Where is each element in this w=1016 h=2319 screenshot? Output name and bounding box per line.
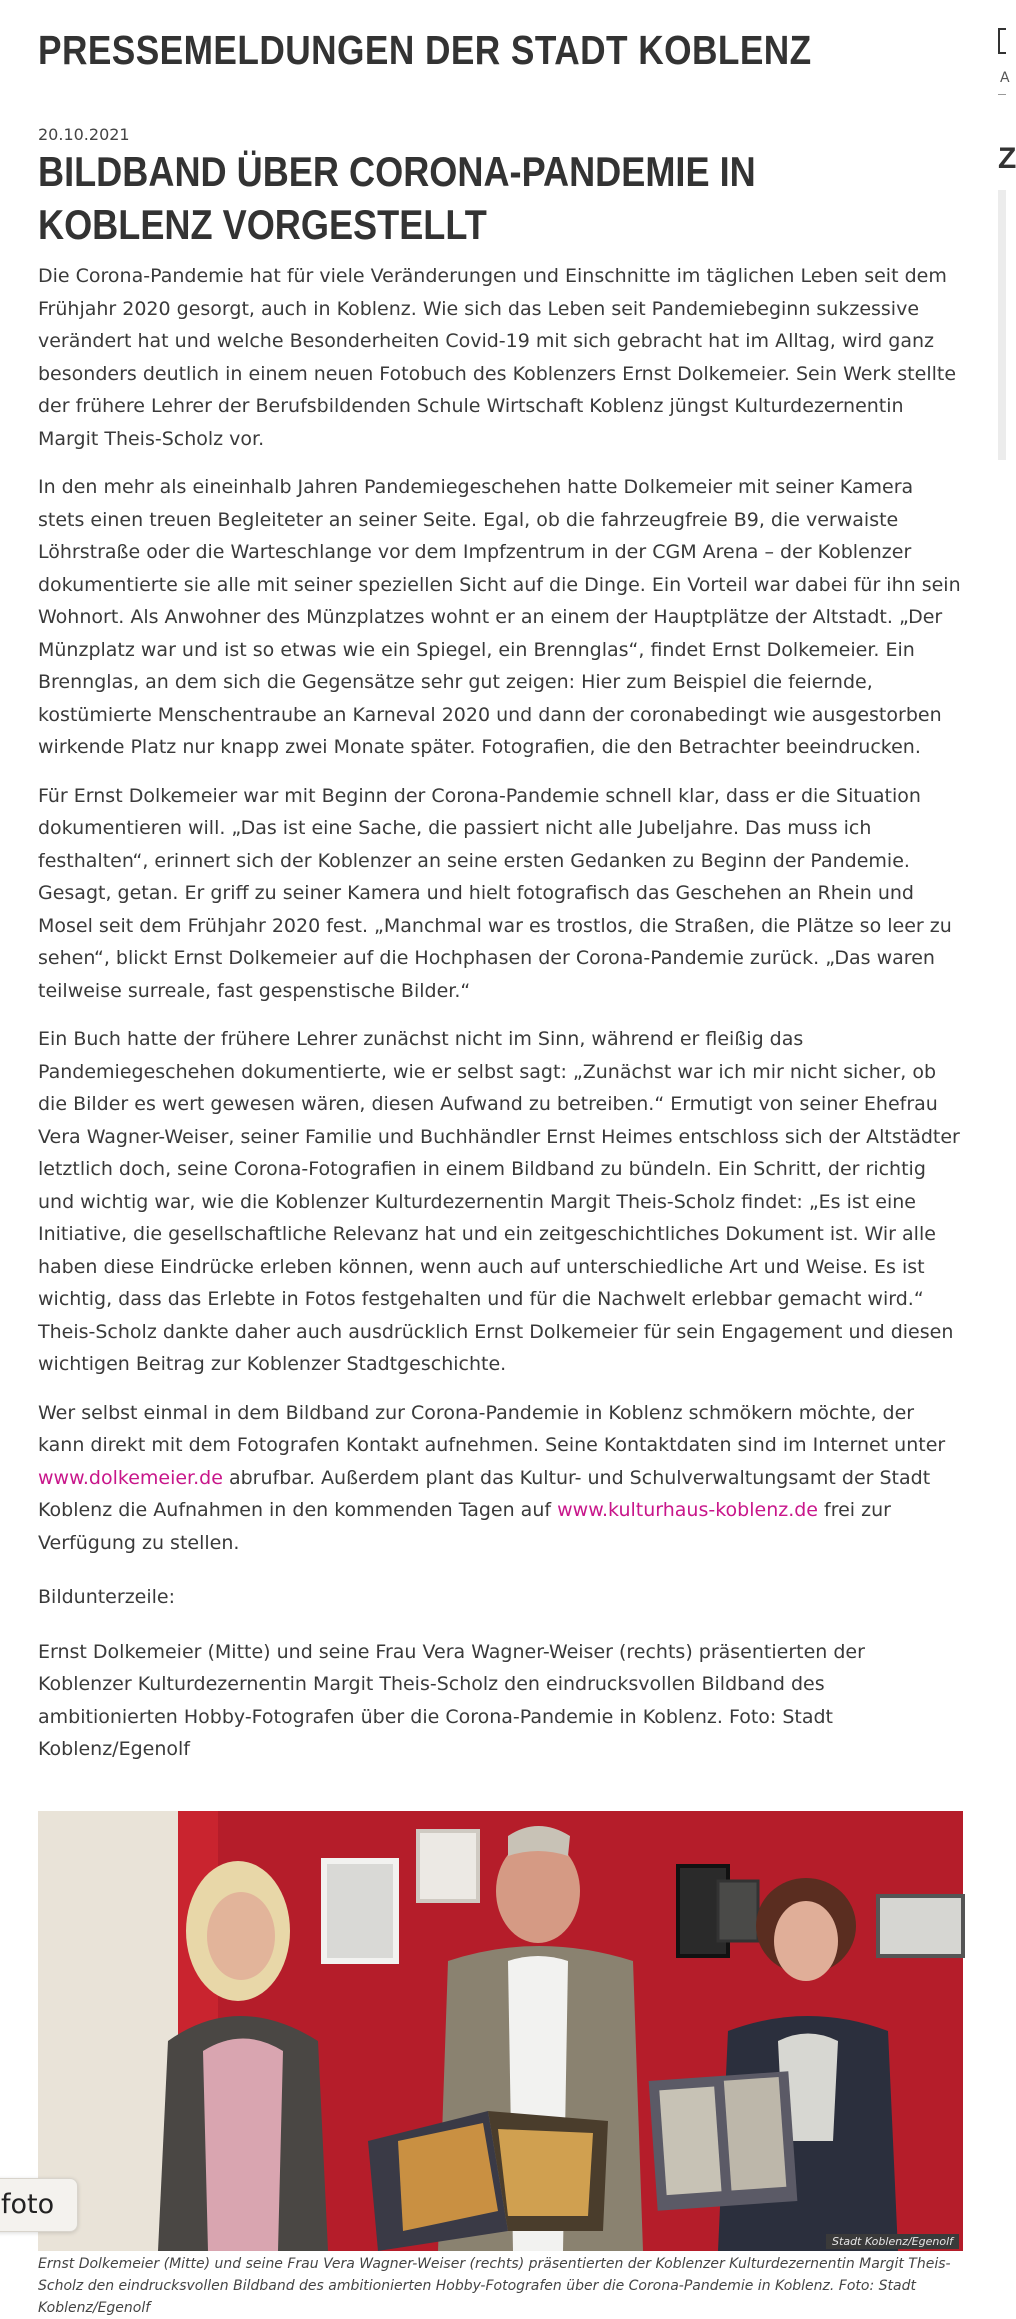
caption-label: Bildunterzeile:: [38, 1586, 175, 1608]
contact-text-before: Wer selbst einmal in dem Bildband zur Corona-Pandemie in Koblenz schmökern möchte, der kann direkt mit dem Fotografen Kontakt aufnehmen. Seine Kontaktdaten sind im Internet unter: [38, 1401, 946, 1456]
document-icon[interactable]: [998, 28, 1006, 54]
sidebar-panel: [998, 190, 1006, 460]
contact-text-after: frei zur Verfügung zu stellen.: [38, 1499, 891, 1554]
dolkemeier-link[interactable]: www.dolkemeier.de: [38, 1466, 223, 1489]
caption-text: Ernst Dolkemeier (Mitte) und seine Frau Vera Wagner-Weiser (rechts) präsentierten der Koblenzer Kulturdezernentin Margit Theis-Scholz den eindrucksvollen Bildband des ambitionierten Hobby-Fotografen über die Corona-Pandemie in Koblenz. Foto: Stadt Koblenz/Egenolf: [38, 1640, 865, 1760]
contact-paragraph: [38, 1397, 963, 1560]
article-date: 20.10.2021: [38, 125, 130, 144]
photo-credit: Stadt Koblenz/Egenolf: [826, 2234, 959, 2249]
article-paragraph: Die Corona-Pandemie hat für viele Veränderungen und Einschnitte im täglichen Leben seit dem Frühjahr 2020 gesorgt, auch in Koblenz. Wie sich das Leben seit Pandemiebeginn sukzessive verändert hat und welche Besonderheiten Covid-19 mit sich gebracht hat im Alltag, wird ganz besonders deutlich in einem neuen Fotobuch des Koblenzers Ernst Dolkemeier. Sein Werk stellte der frühere Lehrer der Berufsbildenden Schule Wirtschaft Koblenz jüngst Kulturdezernentin Margit Theis-Scholz vor.: [38, 265, 957, 450]
sidebar-divider: [998, 94, 1006, 95]
kulturhaus-link[interactable]: www.kulturhaus-koblenz.de: [557, 1499, 818, 1521]
contact-text-middle: abrufbar. Außerdem plant das Kultur- und Schulverwaltungsamt der Stadt Koblenz die Aufnahmen in den kommenden Tagen auf: [38, 1466, 931, 1521]
photo-illustration: [38, 1811, 963, 2251]
article-photo[interactable]: [38, 1811, 963, 2251]
page-title: PRESSEMELDUNGEN DER STADT KOBLENZ: [38, 27, 812, 73]
article-body: [38, 260, 963, 1782]
article-paragraph: In den mehr als eineinhalb Jahren Pandemiegeschehen hatte Dolkemeier mit seiner Kamera stets einen treuen Begleiteter an seiner Seite. Egal, ob die fahrzeugfreie B9, die verwaiste Löhrstraße oder die Warteschlange vor dem Impfzentrum in der CGM Arena – der Koblenzer dokumentierte sie alle mit seiner speziellen Sicht auf die Dinge. Ein Vorteil war dabei für ihn sein Wohnort. Als Anwohner des Münzplatzes wohnt er an einem der Hauptplätze der Altstadt. „Der Münzplatz war und ist so etwas wie ein Spiegel, ein Brennglas“, findet Ernst Dolkemeier. Ein Brennglas, an dem sich die Gegensätze sehr gut zeigen: Hier zum Beispiel die feiernde, kostümierte Menschentraube an Karneval 2020 und dann der coronabedingt wie ausgestorben wirkende Platz nur knapp zwei Monate später. Fotografien, die den Betrachter beeindrucken.: [38, 476, 961, 758]
article-paragraph: Für Ernst Dolkemeier war mit Beginn der Corona-Pandemie schnell klar, dass er die Situation dokumentieren will. „Das ist eine Sache, die passiert nicht alle Jubeljahre. Das muss ich festhalten“, erinnert sich der Koblenzer an seine ersten Gedanken zu Beginn der Pandemie. Gesagt, getan. Er griff zu seiner Kamera und hielt fotografisch das Geschehen an Rhein und Mosel seit dem Frühjahr 2020 fest. „Manchmal war es trostlos, die Straßen, die Plätze so leer zu sehen“, blickt Ernst Dolkemeier auf die Hochphasen der Corona-Pandemie zurück. „Das waren teilweise surreale, fast gespenstische Bilder.“: [38, 784, 952, 1002]
sidebar-heading: Z: [998, 142, 1016, 175]
article-paragraph: Ein Buch hatte der frühere Lehrer zunächst nicht im Sinn, während er fleißig das Pandemiegeschehen dokumentierte, wie er selbst sagt: „Zunächst war ich mir nicht sicher, ob die Bilder es wert gewesen wären, diesen Aufwand zu betreiben.“ Ermutigt von seiner Ehefrau Vera Wagner-Weiser, seiner Familie und Buchhändler Ernst Heimes entschloss sich der Altstädter letztlich doch, seine Corona-Fotografien in einem Bildband zu bündeln. Ein Schritt, der richtig und wichtig war, wie die Koblenzer Kulturdezernentin Margit Theis-Scholz findet: „Es ist eine Initiative, die gesellschaftliche Relevanz hat und ein zeitgeschichtliches Dokument ist. Wir alle haben diese Eindrücke erleben können, wenn auch auf unterschiedliche Art und Weise. Es ist wichtig, dass das Erlebte in Fotos festgehalten und für die Nachwelt erlebbar gemacht wird.“ Theis-Scholz dankte daher auch ausdrücklich Ernst Dolkemeier für sein Engagement und diesen wichtigen Beitrag zur Koblenzer Stadtgeschichte.: [38, 1028, 960, 1375]
sidebar-small-text: A: [1000, 70, 1010, 86]
photo-caption: Ernst Dolkemeier (Mitte) und seine Frau Vera Wagner-Weiser (rechts) präsentierten der Koblenzer Kulturdezernentin Margit Theis-Scholz den eindrucksvollen Bildband des ambitionierten Hobby-Fotografen über die Corona-Pandemie in Koblenz. Foto: Stadt Koblenz/Egenolf: [38, 2256, 951, 2316]
foto-button[interactable]: foto: [0, 2178, 78, 2232]
article-headline: BILDBAND ÜBER CORONA-PANDEMIE IN KOBLENZ VORGESTELLT: [38, 148, 756, 248]
